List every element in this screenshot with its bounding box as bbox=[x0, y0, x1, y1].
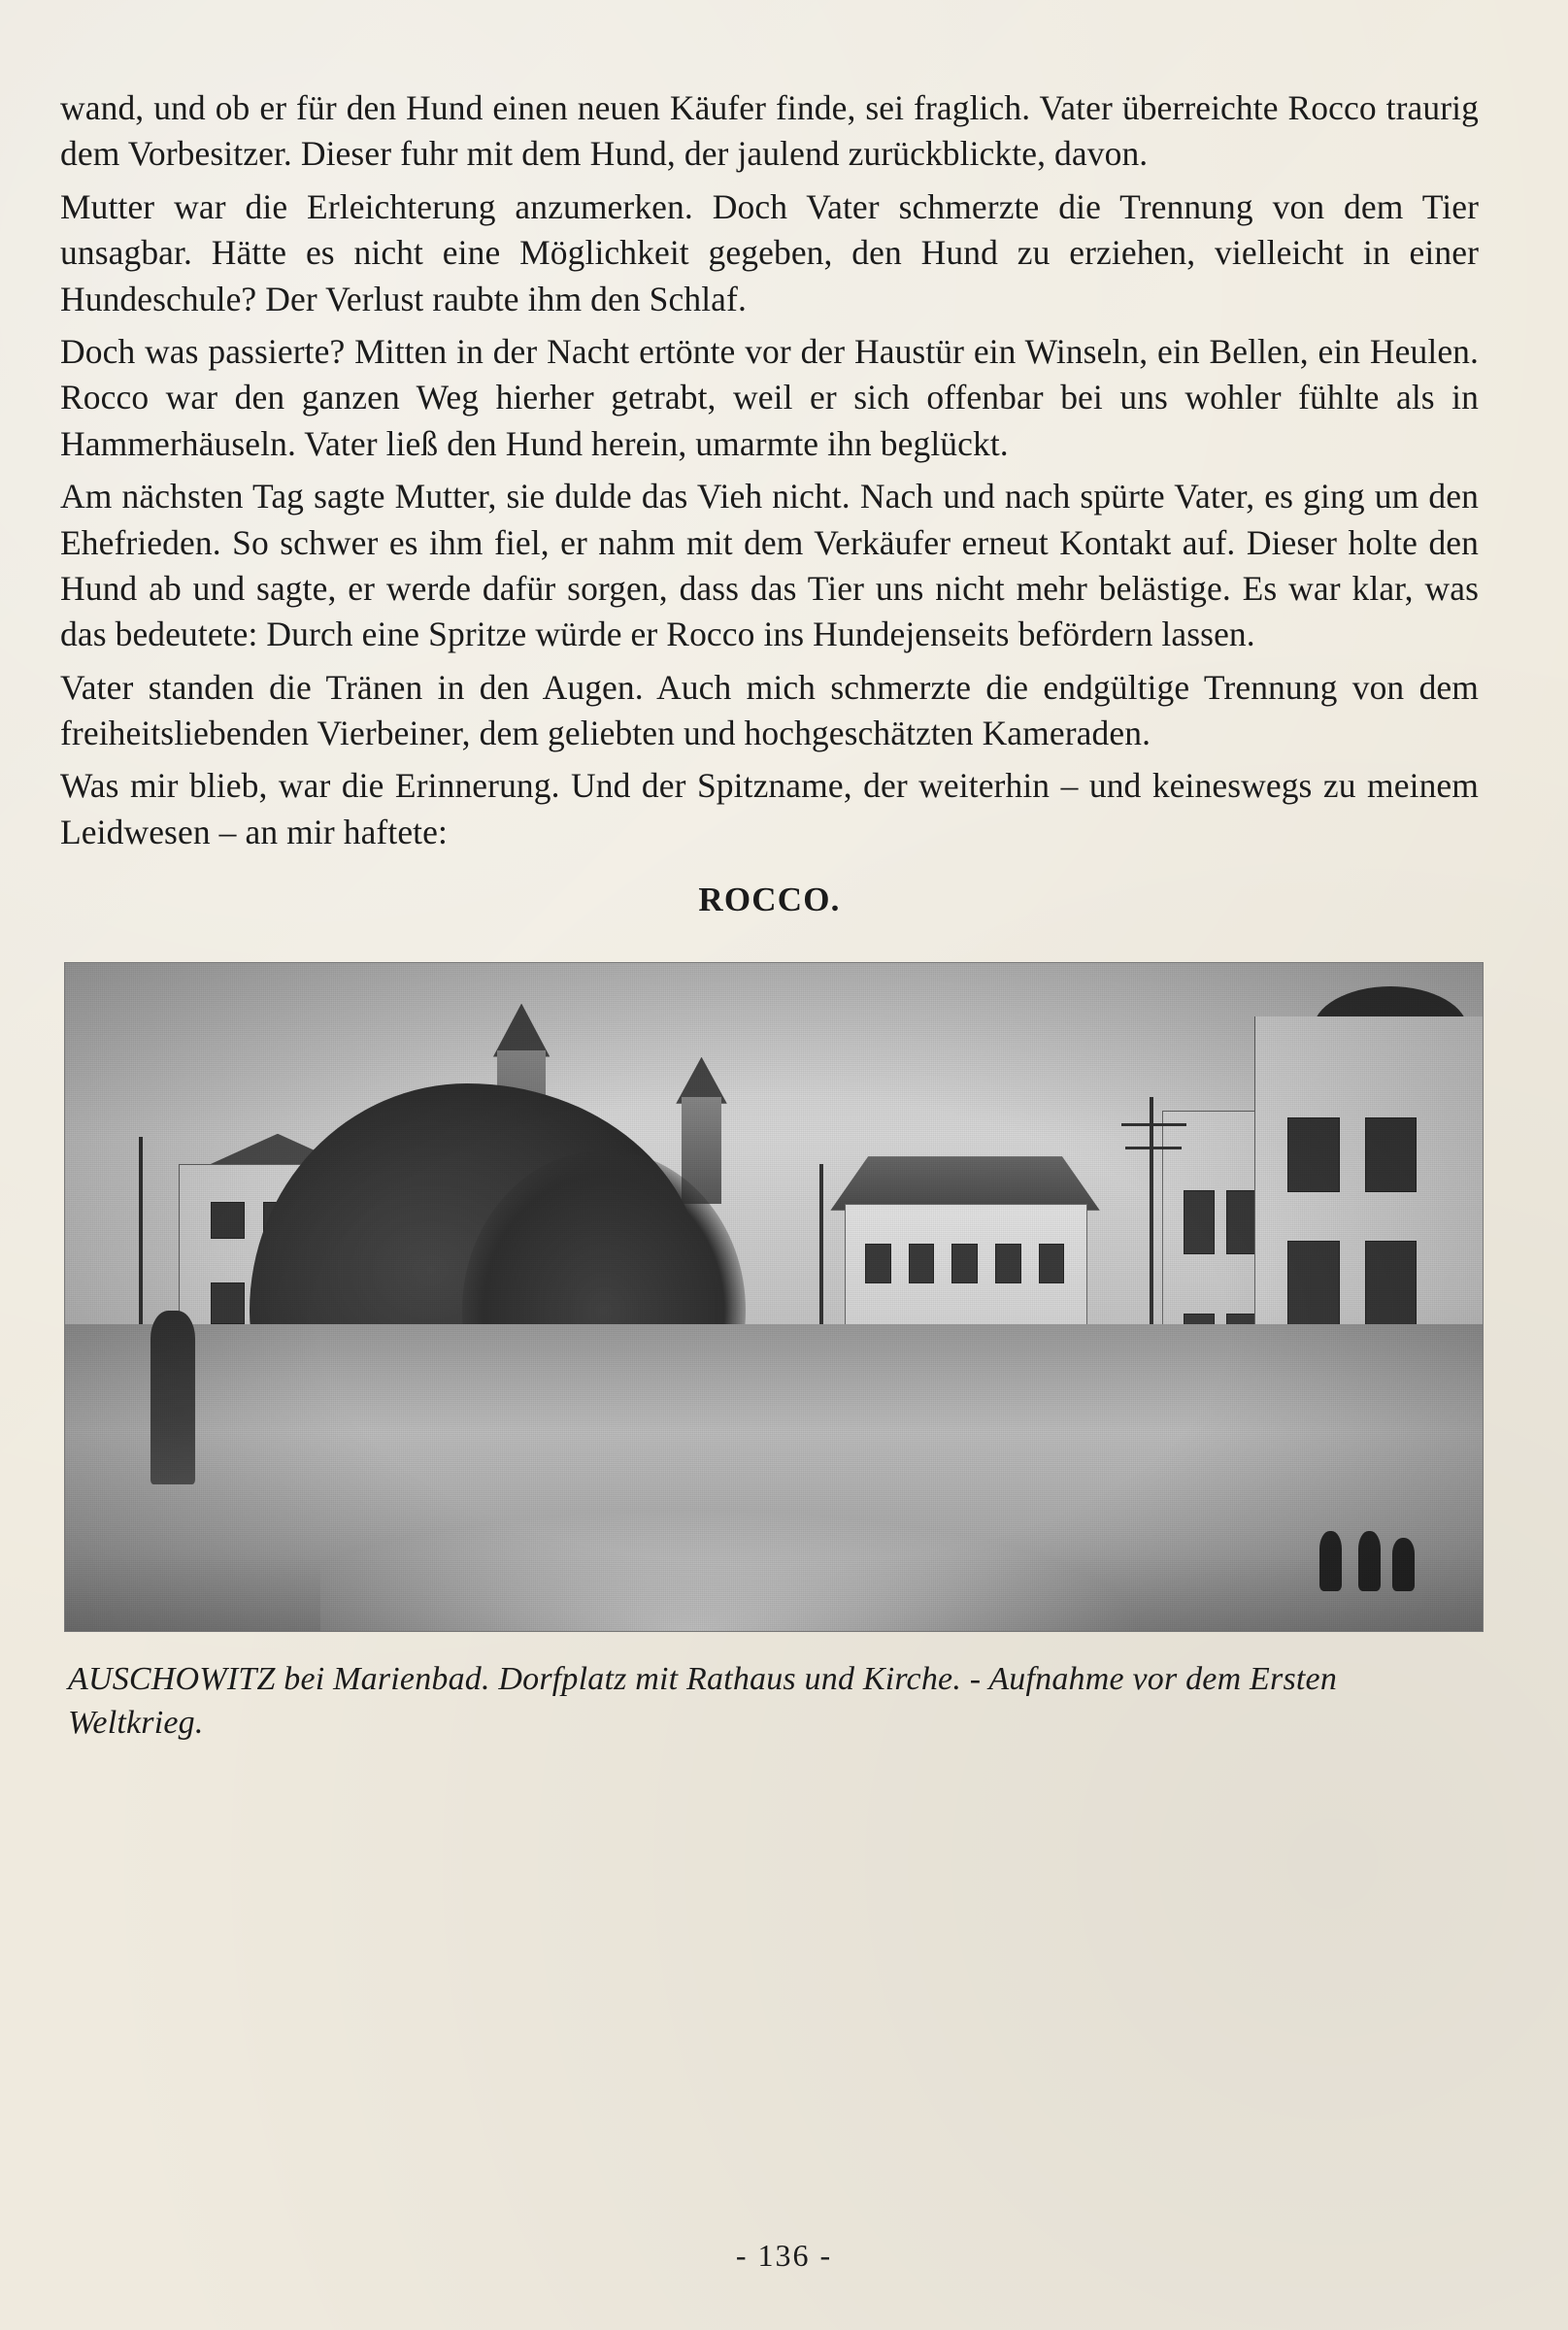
paragraph: Doch was passierte? Mitten in der Nacht ertönte vor der Haustür ein Winseln, ein Bellen, ein Heulen. Rocco war den ganzen Weg hierher getrabt, weil er sich offenbar bei uns wohler fühlte als in Hammerhäuseln. Vater ließ den Hund herein, umarmte ihn beglückt. bbox=[60, 331, 1479, 463]
photo-window bbox=[1226, 1190, 1257, 1254]
body-text-block bbox=[60, 85, 1479, 855]
paragraph: Mutter war die Erleichterung anzumerken. Doch Vater schmerzte die Trennung von dem Tier unsagbar. Hätte es nicht eine Möglichkeit gegeben, den Hund zu erziehen, vielleicht in einer Hundeschule? Der Verlust raubte ihm den Schlaf. bbox=[60, 186, 1479, 318]
photo-pole-crossarm bbox=[1125, 1147, 1182, 1149]
photo-window bbox=[211, 1202, 245, 1239]
paragraph: Am nächsten Tag sagte Mutter, sie dulde das Vieh nicht. Nach und nach spürte Vater, es ging um den Ehefrieden. So schwer es ihm fiel, er nahm mit dem Verkäufer erneut Kontakt auf. Dieser holte den Hund ab und sagte, er werde dafür sorgen, dass das Tier uns nicht mehr belästige. Es war klar, was das bedeutete: Durch eine Spritze würde er Rocco ins Hundejenseits befördern lassen. bbox=[60, 477, 1479, 654]
photo-window bbox=[951, 1244, 978, 1284]
photo-window bbox=[865, 1244, 891, 1284]
paragraph: Was mir blieb, war die Erinnerung. Und der Spitzname, der weiterhin – und keineswegs zu meinem Leidwesen – an mir haftete: bbox=[60, 766, 1479, 851]
photo-road bbox=[65, 1324, 1483, 1631]
photo-road-highlight bbox=[320, 1509, 1143, 1632]
photo-center-house-roof bbox=[830, 1150, 1099, 1211]
photo-figure-person bbox=[1358, 1531, 1381, 1591]
photo-figure-person bbox=[1392, 1538, 1415, 1591]
photo-window bbox=[211, 1282, 245, 1324]
photo-window bbox=[1039, 1244, 1065, 1284]
photo-monument bbox=[150, 1311, 196, 1484]
photo-window bbox=[1184, 1190, 1215, 1254]
photo-figure-person bbox=[1319, 1531, 1342, 1591]
photo-window bbox=[995, 1244, 1021, 1284]
photograph-image bbox=[64, 962, 1484, 1632]
paragraph: wand, und ob er für den Hund einen neuen Käufer finde, sei fraglich. Vater überreichte Rocco traurig dem Vorbesitzer. Dieser fuhr mit dem Hund, der jaulend zurückblickte, davon. bbox=[60, 88, 1479, 174]
photo-window bbox=[1287, 1117, 1339, 1192]
photo-pole-crossarm bbox=[1121, 1123, 1186, 1126]
photo-window bbox=[1365, 1241, 1417, 1327]
photo-caption: AUSCHOWITZ bei Marienbad. Dorfplatz mit Rathaus und Kirche. - Aufnahme vor dem Ersten Weltkrieg. bbox=[68, 1661, 1338, 1742]
photograph-figure bbox=[60, 962, 1479, 1745]
page-number: - 136 - bbox=[735, 2238, 833, 2273]
photo-window bbox=[1287, 1241, 1339, 1327]
photo-window bbox=[909, 1244, 935, 1284]
photo-window bbox=[1365, 1117, 1417, 1192]
closing-word: ROCCO. bbox=[698, 881, 841, 919]
paragraph: Vater standen die Tränen in den Augen. Auch mich schmerzte die endgültige Trennung von dem freiheitsliebenden Vierbeiner, dem geliebten und hochgeschätzten Kameraden. bbox=[60, 667, 1479, 753]
